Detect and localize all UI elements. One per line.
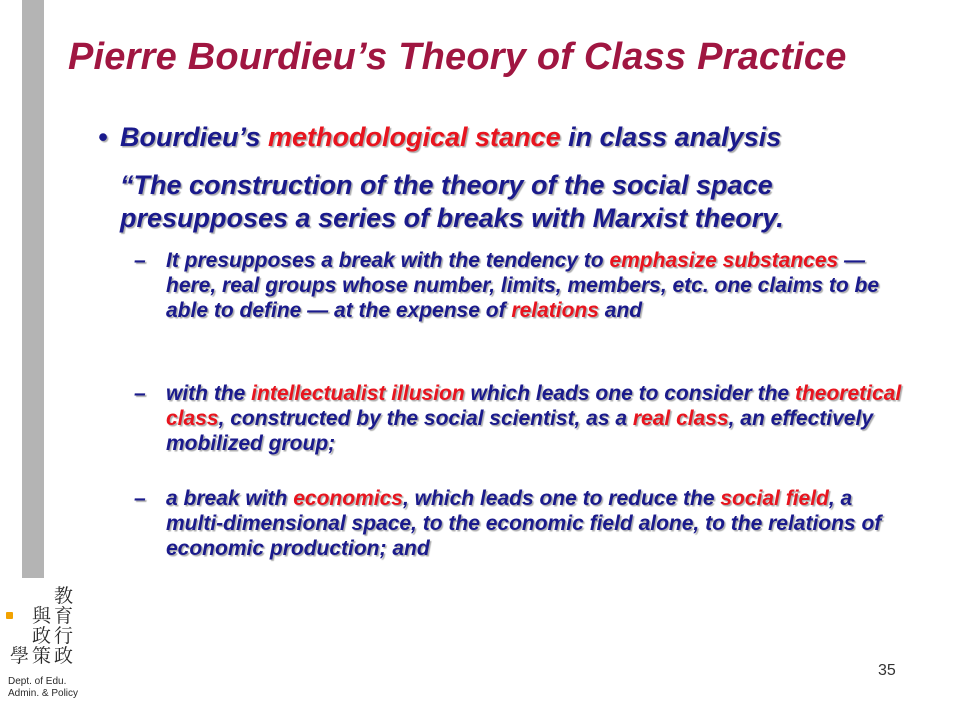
- logo-char: 策: [32, 645, 52, 667]
- logo-char: 教: [54, 585, 74, 607]
- logo-char: 育: [54, 605, 74, 627]
- slide-title: Pierre Bourdieu’s Theory of Class Practice: [68, 36, 847, 78]
- highlight-run: real class: [632, 407, 729, 430]
- bullet-dot: •: [98, 122, 108, 152]
- text-run: , an effectively mobilized group;: [166, 407, 873, 455]
- text-run: — here, real groups whose number, limits, members, etc. one claims to be able to define — at the expense of: [166, 249, 880, 322]
- text-run: , a multi-dimensional space, to the economic field alone, to the relations of economic production; and: [166, 487, 882, 560]
- sub-point-1: [134, 248, 914, 323]
- side-bar: [22, 0, 44, 578]
- sub-point-3-text: [166, 486, 914, 561]
- dash-marker: –: [134, 382, 146, 405]
- logo-char: 政: [54, 645, 74, 667]
- text-run: It presupposes a break with the tendency to: [166, 249, 610, 272]
- bullet-highlight: methodological stance: [268, 122, 561, 152]
- logo-char: 政: [32, 625, 52, 647]
- main-bullet: [98, 121, 938, 153]
- highlight-run: emphasize substances: [609, 249, 839, 272]
- logo-char: 與: [32, 605, 52, 627]
- highlight-run: theoretical class: [166, 382, 902, 430]
- bullet-text-pre: Bourdieu’s: [120, 122, 269, 152]
- logo-char: 行: [54, 625, 74, 647]
- sub-point-2: [134, 381, 914, 456]
- highlight-run: economics: [293, 487, 403, 510]
- logo-accent-icon: [6, 612, 13, 619]
- text-run: , constructed by the social scientist, as a: [218, 407, 633, 430]
- dash-marker: –: [134, 487, 146, 510]
- dash-marker: –: [134, 249, 146, 272]
- logo-char: 學: [10, 645, 30, 667]
- text-run: and: [598, 299, 643, 322]
- quote-text: “The construction of the theory of the social space presupposes a series of breaks with Marxist theory.: [120, 170, 784, 233]
- dept-logo: [4, 584, 84, 704]
- page-number: 35: [878, 662, 896, 679]
- logo-label-line1: Dept. of Edu.: [8, 676, 67, 687]
- text-run: , which leads one to reduce the: [402, 487, 721, 510]
- text-run: with the: [166, 382, 252, 405]
- highlight-run: intellectualist illusion: [251, 382, 465, 405]
- sub-point-1-text: [166, 248, 914, 323]
- text-run: which leads one to consider the: [464, 382, 795, 405]
- sub-point-2-text: [166, 381, 914, 456]
- bullet-text-post: in class analysis: [560, 122, 782, 152]
- logo-label-line2: Admin. & Policy: [8, 688, 79, 699]
- highlight-run: relations: [511, 299, 599, 322]
- text-run: a break with: [166, 487, 294, 510]
- sub-point-3: [134, 486, 914, 561]
- highlight-run: social field: [720, 487, 829, 510]
